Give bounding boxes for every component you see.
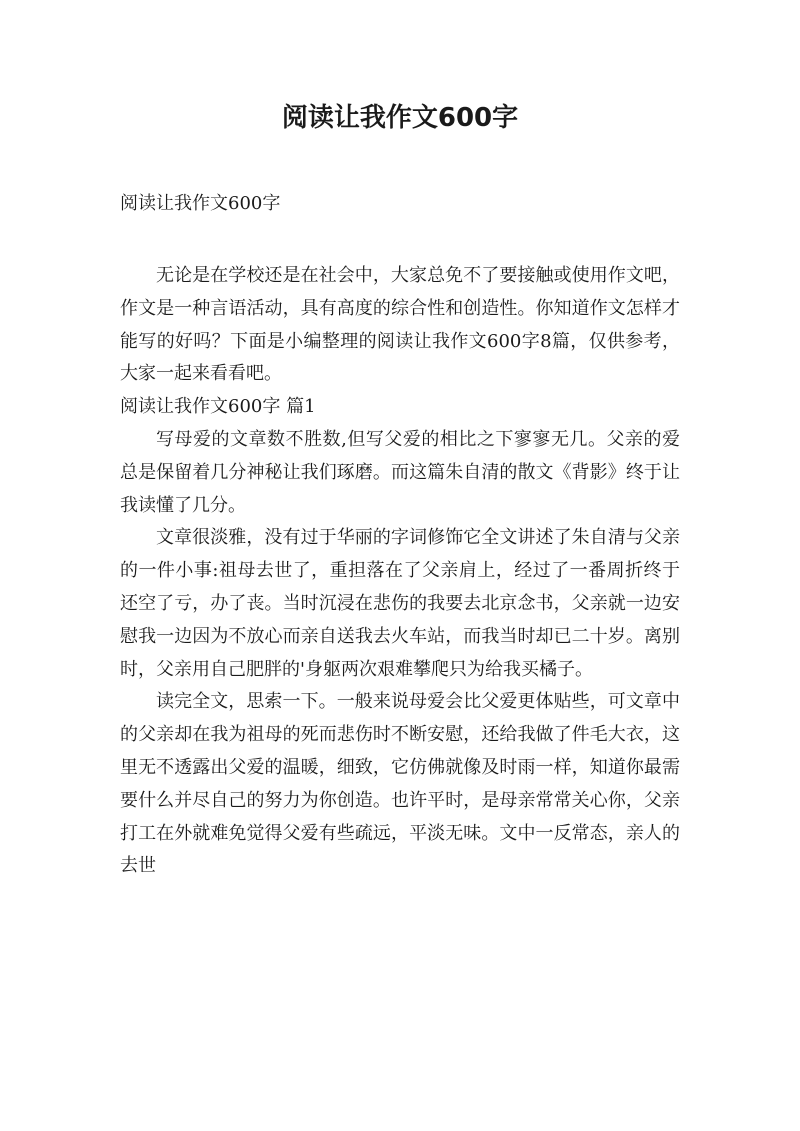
body-paragraph: 文章很淡雅，没有过于华丽的字词修饰它全文讲述了朱自清与父亲的一件小事:祖母去世了，重担落在了父亲肩上，经过了一番周折终于还空了亏，办了丧。当时沉浸在悲伤的我要去北京念书，父亲就一边安慰我一边因为不放心而亲自送我去火车站，而我当时却已二十岁。离别时，父亲用自己肥胖的'身躯两次艰难攀爬只为给我买橘子。 — [120, 527, 680, 680]
body-paragraph: 写母爱的文章数不胜数,但写父爱的相比之下寥寥无几。父亲的爱总是保留着几分神秘让我们琢磨。而这篇朱自清的散文《背影》终于让我读懂了几分。 — [120, 428, 680, 516]
body-paragraph: 读完全文，思索一下。一般来说母爱会比父爱更体贴些，可文章中的父亲却在我为祖母的死而悲伤时不断安慰，还给我做了件毛大衣，这里无不透露出父爱的温暖，细致，它仿佛就像及时雨一样，知道你最需要什么并尽自己的努力为你创造。也许平时，是母亲常常关心你，父亲打工在外就难免觉得父爱有些疏远，平淡无味。文中一反常态，亲人的去世 — [120, 691, 680, 877]
document-title: 阅读让我作文600字 — [281, 103, 519, 133]
document-body — [120, 260, 680, 883]
section-heading: 阅读让我作文600字 篇1 — [120, 396, 316, 418]
document-subtitle: 阅读让我作文600字 — [120, 193, 281, 214]
intro-paragraph: 无论是在学校还是在社会中，大家总免不了要接触或使用作文吧，作文是一种言语活动，具有高度的综合性和创造性。你知道作文怎样才能写的好吗？下面是小编整理的阅读让我作文600字8篇，仅供参考，大家一起来看看吧。 — [120, 265, 680, 385]
